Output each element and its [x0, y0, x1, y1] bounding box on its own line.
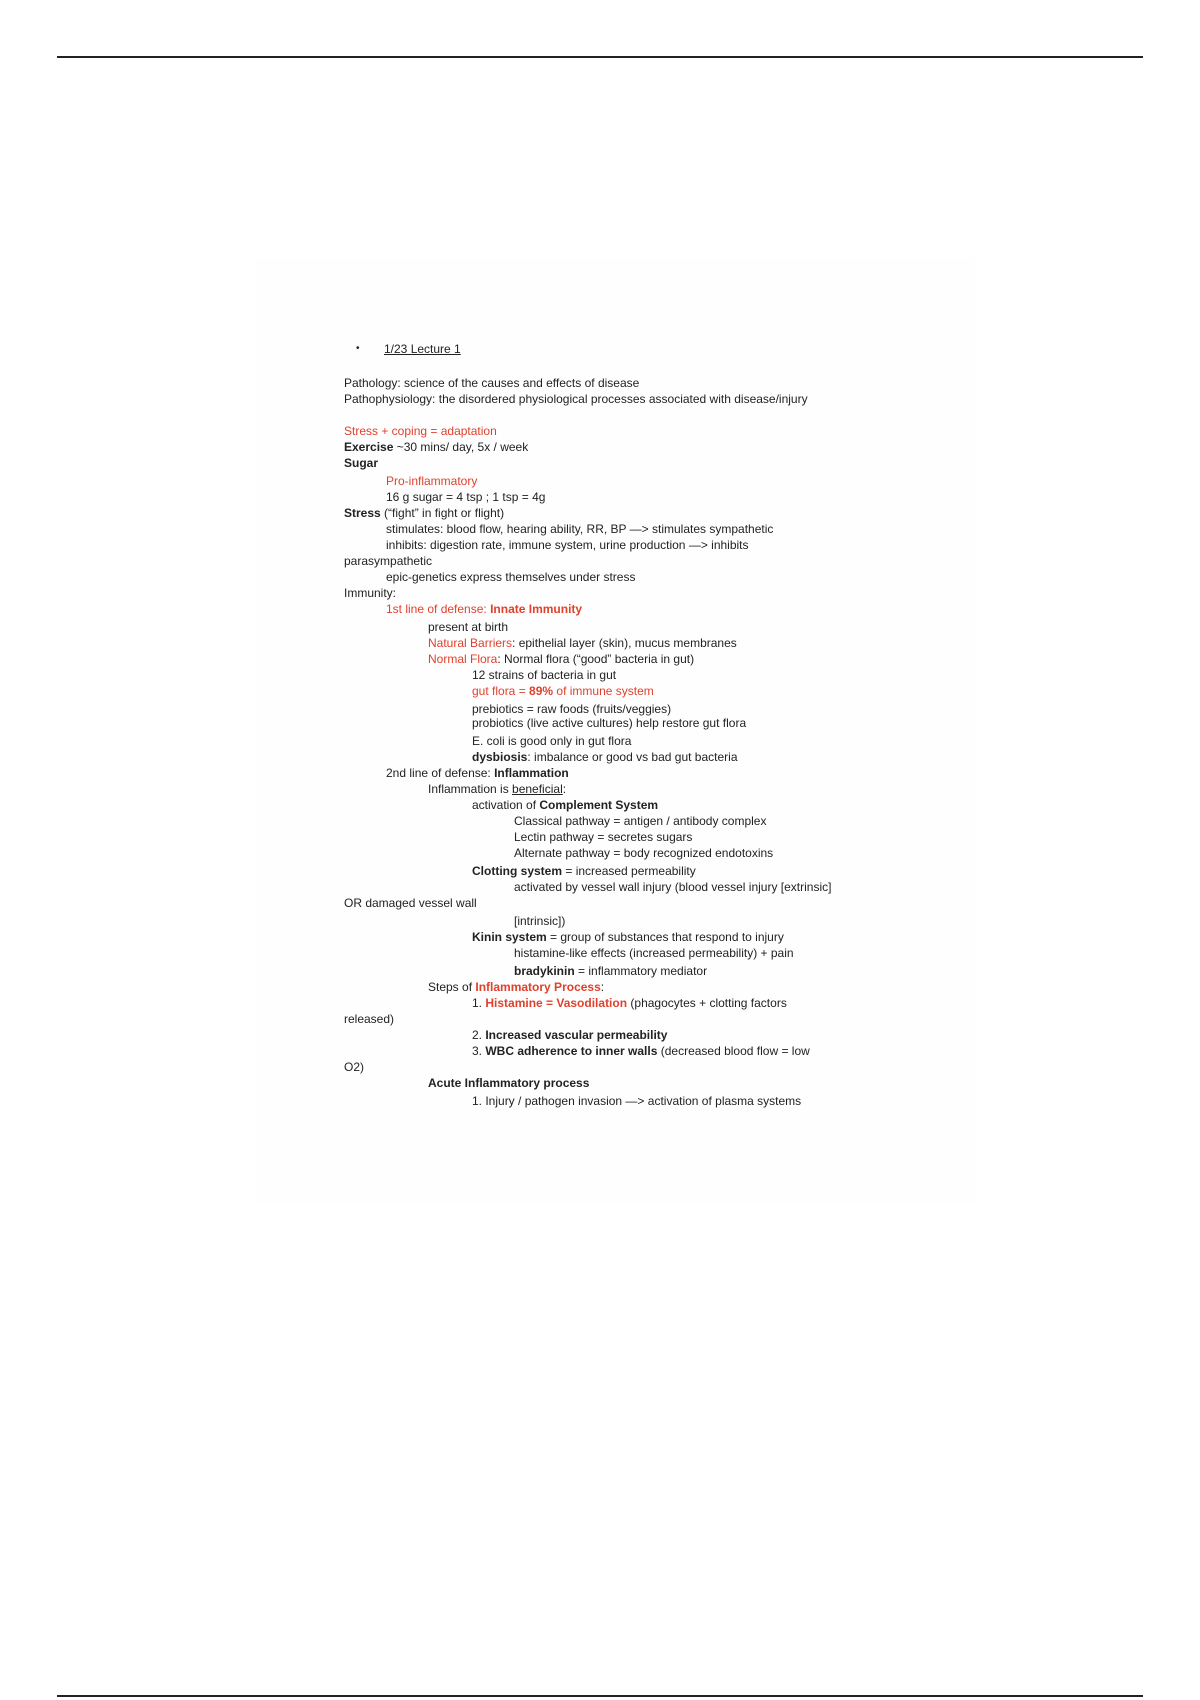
notes-page	[255, 258, 975, 1203]
line-vessel-wall-injury: activated by vessel wall injury (blood vessel injury [extrinsic]	[514, 880, 832, 894]
line-stress-coping: Stress + coping = adaptation	[344, 424, 497, 438]
line-parasympathetic: parasympathetic	[344, 554, 433, 568]
line-e-coli: E. coli is good only in gut flora	[472, 734, 632, 748]
line-classical-pathway: Classical pathway = antigen / antibody complex	[514, 814, 767, 828]
line-intrinsic: [intrinsic])	[514, 914, 566, 928]
line-sugar-amount: 16 g sugar = 4 tsp ; 1 tsp = 4g	[386, 490, 546, 504]
top-rule	[57, 56, 1143, 58]
line-step-3-wbc: 3. WBC adherence to inner walls (decreased blood flow = low	[472, 1044, 810, 1058]
line-epigenetics: epic-genetics express themselves under stress	[386, 570, 636, 584]
line-released: released)	[344, 1012, 395, 1026]
line-bacteria-strains: 12 strains of bacteria in gut	[472, 668, 617, 682]
line-alternate-pathway: Alternate pathway = body recognized endotoxins	[514, 846, 774, 860]
line-stress: Stress (“fight” in fight or flight)	[344, 506, 505, 520]
line-normal-flora: Normal Flora: Normal flora (“good” bacteria in gut)	[428, 652, 695, 666]
line-injury-pathogen: 1. Injury / pathogen invasion —> activation of plasma systems	[472, 1094, 802, 1108]
line-exercise: Exercise ~30 mins/ day, 5x / week	[344, 440, 529, 454]
line-acute-inflammatory: Acute Inflammatory process	[428, 1076, 590, 1090]
line-histamine-like: histamine-like effects (increased permeability) + pain	[514, 946, 794, 960]
line-dysbiosis: dysbiosis: imbalance or good vs bad gut bacteria	[472, 750, 738, 764]
line-bradykinin: bradykinin = inflammatory mediator	[514, 964, 708, 978]
bullet-marker: •	[356, 343, 360, 354]
line-gut-flora: gut flora = 89% of immune system	[472, 684, 654, 698]
line-o2: O2)	[344, 1060, 365, 1074]
lecture-title: 1/23 Lecture 1	[384, 342, 461, 356]
line-first-line-defense: 1st line of defense: Innate Immunity	[386, 602, 583, 616]
line-inhibits: inhibits: digestion rate, immune system, urine production —> inhibits	[386, 538, 749, 552]
line-pathophysiology: Pathophysiology: the disordered physiological processes associated with disease/injury	[344, 392, 808, 406]
line-damaged-vessel-wall: OR damaged vessel wall	[344, 896, 477, 910]
line-pathology: Pathology: science of the causes and effects of disease	[344, 376, 640, 390]
line-step-2-permeability: 2. Increased vascular permeability	[472, 1028, 668, 1042]
bottom-rule	[57, 1695, 1143, 1697]
line-second-line-defense: 2nd line of defense: Inflammation	[386, 766, 569, 780]
line-complement-system: activation of Complement System	[472, 798, 659, 812]
line-sugar: Sugar	[344, 456, 379, 470]
line-natural-barriers: Natural Barriers: epithelial layer (skin), mucus membranes	[428, 636, 737, 650]
line-present-at-birth: present at birth	[428, 620, 509, 634]
line-prebiotics: prebiotics = raw foods (fruits/veggies)	[472, 702, 672, 716]
line-pro-inflammatory: Pro-inflammatory	[386, 474, 478, 488]
line-clotting-system: Clotting system = increased permeability	[472, 864, 696, 878]
line-inflammation-beneficial: Inflammation is beneficial:	[428, 782, 567, 796]
line-steps-inflammatory: Steps of Inflammatory Process:	[428, 980, 605, 994]
line-step-1-histamine: 1. Histamine = Vasodilation (phagocytes + clotting factors	[472, 996, 787, 1010]
line-kinin-system: Kinin system = group of substances that respond to injury	[472, 930, 784, 944]
line-lectin-pathway: Lectin pathway = secretes sugars	[514, 830, 693, 844]
line-immunity: Immunity:	[344, 586, 397, 600]
line-probiotics: probiotics (live active cultures) help restore gut flora	[472, 716, 747, 730]
line-stimulates: stimulates: blood flow, hearing ability, RR, BP —> stimulates sympathetic	[386, 522, 774, 536]
